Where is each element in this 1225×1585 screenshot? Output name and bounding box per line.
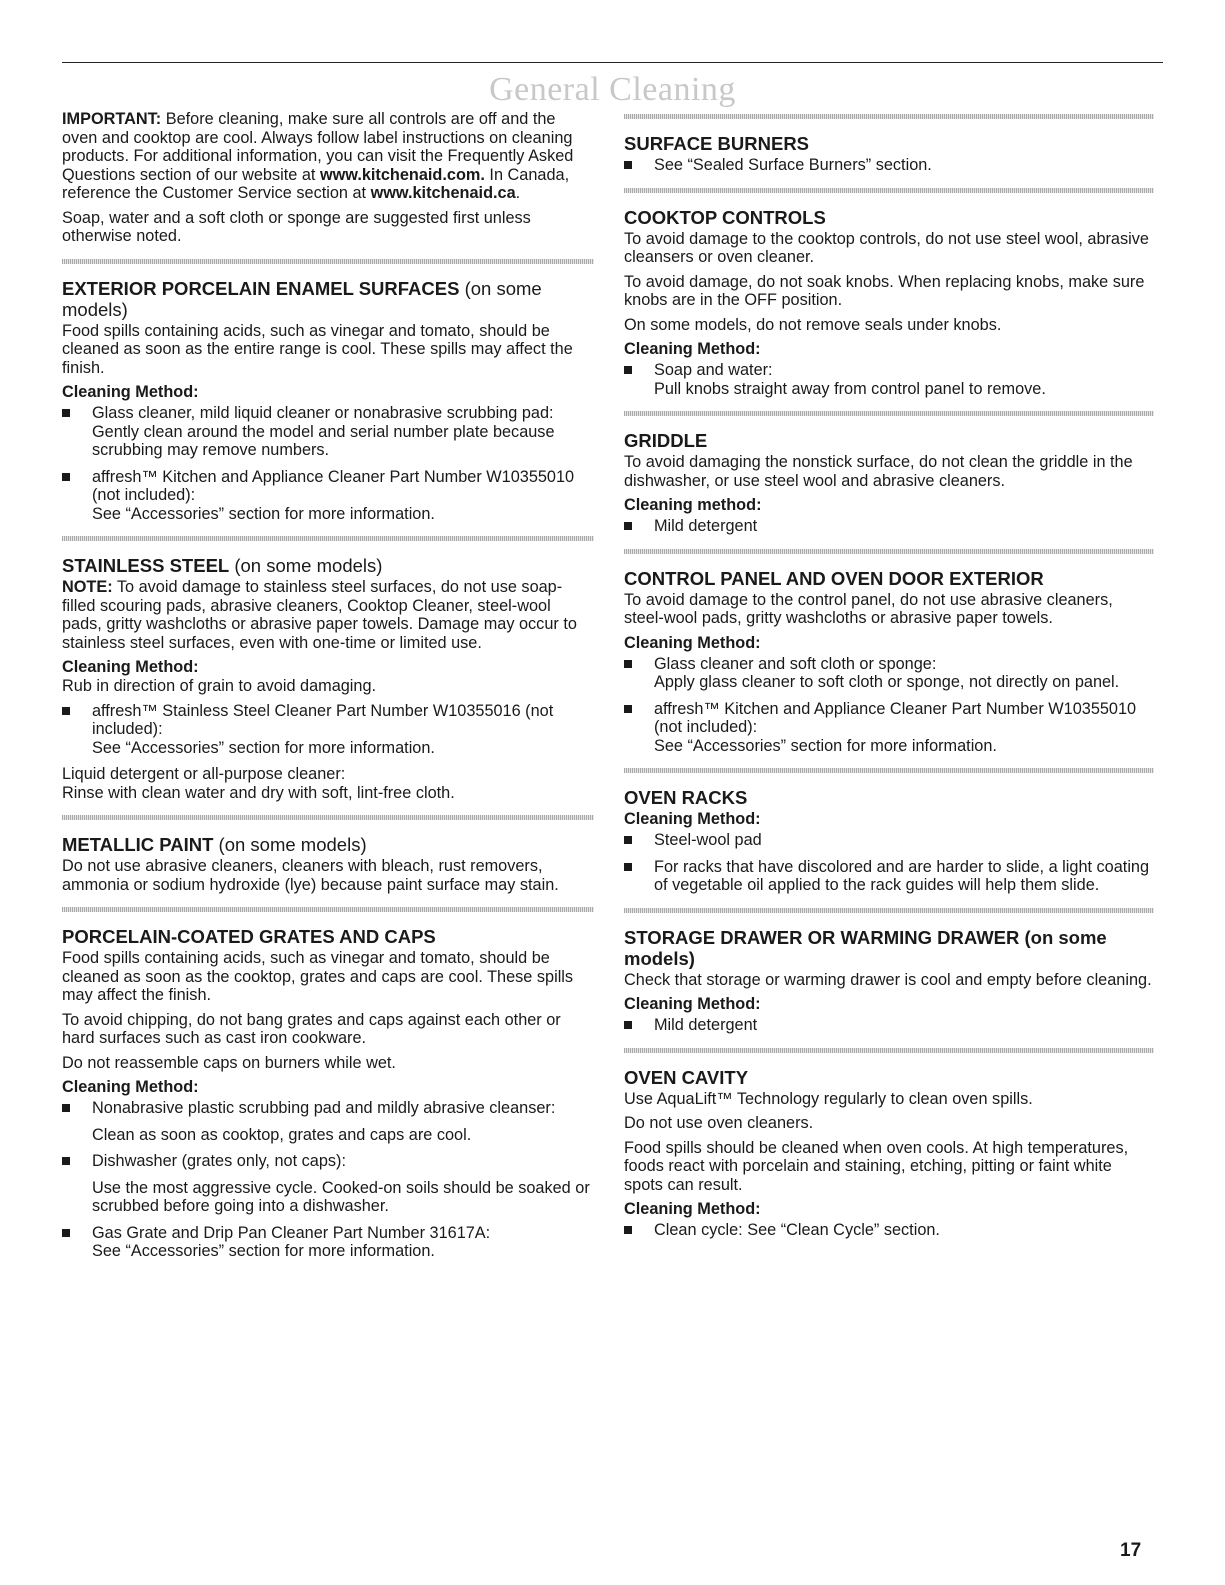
- bullet-icon: [624, 660, 632, 668]
- bullet-list: [624, 361, 1154, 398]
- kitchenaid-com-link[interactable]: www.kitchenaid.com.: [319, 165, 485, 184]
- bullet-list: [62, 1099, 594, 1261]
- section-divider: [624, 908, 1154, 913]
- intro-paragraph: IMPORTANT: Before cleaning, make sure all controls are off and the oven and cooktop are cool. Always follow label instructions on cleaning products. For additional information, you can visit the Frequently Asked Questions section of our website at www.kitchenaid.com. In Canada, reference the Customer Service section at www.kitchenaid.ca.: [62, 110, 574, 202]
- oven-cavity-section: [624, 1067, 1154, 1240]
- section-heading: PORCELAIN-COATED GRATES AND CAPS: [62, 926, 436, 947]
- bullet-icon: [62, 707, 70, 715]
- griddle-section: [624, 430, 1154, 536]
- bullet-icon: [62, 1104, 70, 1112]
- paragraph: Rub in direction of grain to avoid damaging.: [62, 677, 377, 695]
- list-item: Glass cleaner, mild liquid cleaner or nonabrasive scrubbing pad: Gently clean around the model and serial number plate because scrubbing may remove numbers.: [62, 404, 594, 460]
- paragraph: Food spills should be cleaned when oven cools. At high temperatures, foods react with porcelain and staining, etching, pitting or faint white spots can result.: [624, 1138, 1129, 1194]
- paragraph: To avoid damage to the cooktop controls, do not use steel wool, abrasive cleansers or oven cleaner.: [624, 229, 1149, 266]
- section-divider: [624, 1048, 1154, 1053]
- section-heading: STAINLESS STEEL (on some models): [62, 555, 383, 576]
- bullet-list: [62, 404, 594, 523]
- paragraph: To avoid chipping, do not bang grates and caps against each other or hard surfaces such as cast iron cookware.: [62, 1010, 561, 1047]
- cleaning-method-label: Cleaning Method:: [62, 1078, 199, 1096]
- bullet-list: [624, 156, 1154, 175]
- cleaning-method-label: Cleaning method:: [624, 496, 762, 514]
- cleaning-method-label: Cleaning Method:: [624, 995, 761, 1013]
- cooktop-controls-section: [624, 207, 1154, 399]
- kitchenaid-ca-link[interactable]: www.kitchenaid.ca: [370, 184, 516, 202]
- section-heading: EXTERIOR PORCELAIN ENAMEL SURFACES (on some models): [62, 277, 542, 320]
- bullet-icon: [624, 161, 632, 169]
- paragraph: To avoid damage to the control panel, do not use abrasive cleaners, steel-wool pads, gritty washcloths or abrasive paper towels.: [624, 590, 1113, 627]
- list-item: Mild detergent: [624, 517, 1154, 536]
- list-item: Clean cycle: See “Clean Cycle” section.: [624, 1221, 1154, 1240]
- bullet-list: [624, 1221, 1154, 1240]
- section-divider: [62, 815, 594, 820]
- bullet-icon: [624, 1226, 632, 1234]
- oven-racks-section: [624, 787, 1154, 895]
- cleaning-method-label: Cleaning Method:: [624, 633, 761, 652]
- list-item: Glass cleaner and soft cloth or sponge: Apply glass cleaner to soft cloth or sponge, not directly on panel.: [624, 655, 1154, 692]
- list-item: See “Sealed Surface Burners” section.: [624, 156, 1154, 175]
- paragraph: Use AquaLift™ Technology regularly to clean oven spills.: [624, 1089, 1033, 1108]
- control-panel-section: [624, 568, 1154, 756]
- list-item: affresh™ Kitchen and Appliance Cleaner Part Number W10355010 (not included): See “Accessories” section for more information.: [62, 468, 594, 524]
- bullet-icon: [624, 366, 632, 374]
- paragraph: Check that storage or warming drawer is cool and empty before cleaning.: [624, 970, 1152, 989]
- paragraph: Food spills containing acids, such as vinegar and tomato, should be cleaned as soon as the entire range is cool. These spills may affect the finish.: [62, 321, 573, 377]
- paragraph: Do not use abrasive cleaners, cleaners with bleach, rust removers, ammonia or sodium hydroxide (lye) because paint surface may stain.: [62, 857, 559, 894]
- section-heading: STORAGE DRAWER OR WARMING DRAWER (on some models): [624, 926, 1107, 969]
- grates-section: [62, 926, 594, 1261]
- section-divider: [62, 536, 594, 541]
- paragraph: Liquid detergent or all-purpose cleaner: Rinse with clean water and dry with soft, lint-free cloth.: [62, 765, 455, 802]
- section-divider: [624, 411, 1154, 416]
- section-divider: [62, 907, 594, 912]
- metallic-section: [62, 834, 594, 894]
- section-heading: GRIDDLE: [624, 430, 708, 451]
- section-heading: CONTROL PANEL AND OVEN DOOR EXTERIOR: [624, 567, 1044, 589]
- bullet-icon: [624, 522, 632, 530]
- section-divider: [62, 259, 594, 264]
- paragraph: Food spills containing acids, such as vinegar and tomato, should be cleaned as soon as the cooktop, grates and caps are cool. These spills may affect the finish.: [62, 949, 574, 1004]
- cleaning-method-label: Cleaning Method:: [624, 810, 761, 828]
- left-column: [62, 110, 594, 1269]
- exterior-section: [62, 278, 594, 524]
- top-rule: [62, 62, 1163, 63]
- cleaning-method-label: Cleaning Method:: [624, 340, 761, 358]
- paragraph: On some models, do not remove seals under knobs.: [624, 315, 1002, 334]
- bullet-list: [624, 655, 1154, 756]
- intro-note: Soap, water and a soft cloth or sponge are suggested first unless otherwise noted.: [62, 208, 531, 245]
- section-divider: [624, 768, 1154, 773]
- bullet-icon: [62, 409, 70, 417]
- bullet-icon: [624, 705, 632, 713]
- bullet-icon: [62, 1229, 70, 1237]
- bullet-icon: [62, 1157, 70, 1165]
- section-heading: METALLIC PAINT (on some models): [62, 834, 367, 855]
- paragraph: Do not use oven cleaners.: [624, 1114, 814, 1132]
- bullet-list: [62, 702, 594, 758]
- list-item: Nonabrasive plastic scrubbing pad and mildly abrasive cleanser: Clean as soon as cooktop, grates and caps are cool.: [62, 1099, 594, 1144]
- section-divider: [624, 114, 1154, 119]
- bullet-list: [624, 517, 1154, 536]
- intro-section: [62, 110, 594, 246]
- right-column: [624, 110, 1154, 1248]
- list-item: affresh™ Kitchen and Appliance Cleaner Part Number W10355010 (not included): See “Accessories” section for more information.: [624, 700, 1154, 756]
- section-divider: [624, 549, 1154, 554]
- paragraph: Do not reassemble caps on burners while wet.: [62, 1053, 396, 1072]
- section-heading: SURFACE BURNERS: [624, 133, 810, 154]
- list-item: Steel-wool pad: [624, 831, 1154, 850]
- bullet-list: [624, 831, 1154, 895]
- cleaning-method-label: Cleaning Method:: [62, 658, 199, 676]
- section-heading: OVEN CAVITY: [624, 1066, 749, 1088]
- burners-section: [624, 133, 1154, 175]
- page-number: 17: [1120, 1540, 1142, 1561]
- paragraph: To avoid damaging the nonstick surface, do not clean the griddle in the dishwasher, or use steel wool and abrasive cleaners.: [624, 453, 1133, 490]
- note-paragraph: NOTE: To avoid damage to stainless steel surfaces, do not use soap-filled scouring pads, abrasive cleaners, Cooktop Cleaner, steel-wool pads, gritty washcloths or abrasive paper towels. Damage may occur to stainless steel surfaces, even with one-time or limited use.: [62, 578, 577, 652]
- cleaning-method-label: Cleaning Method:: [62, 383, 199, 401]
- storage-drawer-section: [624, 927, 1154, 1035]
- bullet-icon: [624, 1021, 632, 1029]
- page-title: General Cleaning: [489, 71, 736, 108]
- section-divider: [624, 188, 1154, 193]
- list-item: Dishwasher (grates only, not caps): Use the most aggressive cycle. Cooked-on soils should be soaked or scrubbed before going into a dishwasher.: [62, 1152, 594, 1216]
- list-item: Mild detergent: [624, 1016, 1154, 1035]
- list-item: Gas Grate and Drip Pan Cleaner Part Number 31617A: See “Accessories” section for more information.: [62, 1224, 594, 1261]
- bullet-icon: [624, 863, 632, 871]
- paragraph: To avoid damage, do not soak knobs. When replacing knobs, make sure knobs are in the OFF position.: [624, 272, 1145, 309]
- list-item: For racks that have discolored and are harder to slide, a light coating of vegetable oil applied to the rack guides will help them slide.: [624, 858, 1154, 895]
- list-item: affresh™ Stainless Steel Cleaner Part Number W10355016 (not included): See “Accessories” section for more information.: [62, 702, 594, 758]
- stainless-section: [62, 555, 594, 802]
- cleaning-method-label: Cleaning Method:: [624, 1200, 761, 1218]
- bullet-icon: [624, 836, 632, 844]
- list-item: Soap and water: Pull knobs straight away from control panel to remove.: [624, 361, 1154, 398]
- section-heading: COOKTOP CONTROLS: [624, 206, 826, 228]
- bullet-list: [624, 1016, 1154, 1035]
- section-heading: OVEN RACKS: [624, 787, 748, 808]
- bullet-icon: [62, 473, 70, 481]
